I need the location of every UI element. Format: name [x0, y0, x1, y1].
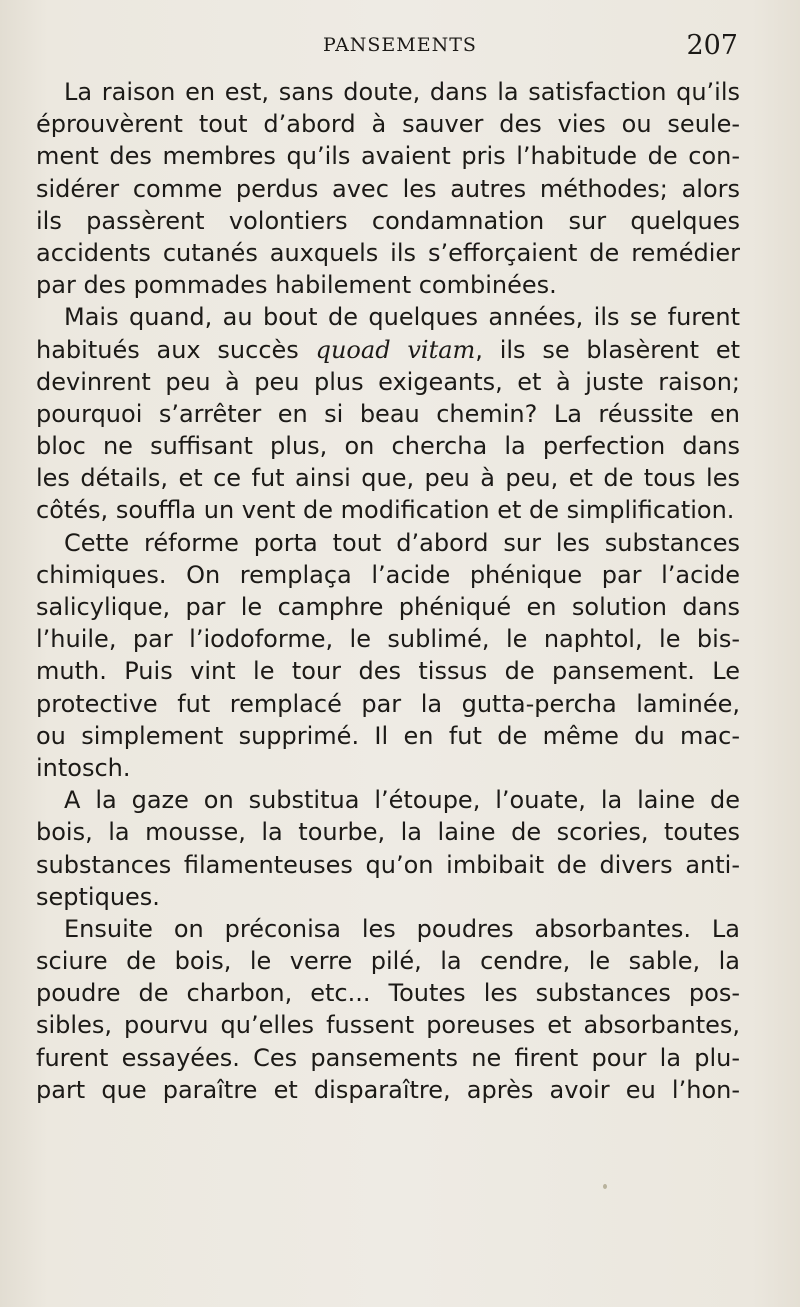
- paper-speck: [603, 1184, 607, 1189]
- latin-phrase: quoad vitam: [315, 335, 476, 364]
- text-line: protective fut remplacé par la gutta-percha laminée,: [36, 689, 740, 718]
- text-line: pourquoi s’arrêter en si beau chemin? La réussite en: [36, 399, 740, 428]
- text-line: bois, la mousse, la tourbe, la laine de scories, toutes: [36, 818, 740, 847]
- text-line: Mais quand, au bout de quelques années, ils se furent: [64, 303, 740, 332]
- running-head: PANSEMENTS: [323, 34, 477, 56]
- text-line: septiques.: [36, 882, 160, 911]
- text-line: sibles, pourvu qu’elles fussent poreuses et absorbantes,: [36, 1011, 740, 1040]
- text-line: A la gaze on substitua l’étoupe, l’ouate, la laine de: [64, 786, 740, 815]
- text-line: accidents cutanés auxquels ils s’efforçaient de remédier: [36, 238, 740, 267]
- text-line: côtés, souffla un vent de modification et de simplification.: [36, 496, 735, 525]
- text-line: chimiques. On remplaça l’acide phénique par l’acide: [36, 560, 740, 589]
- text-line: substances filamenteuses qu’on imbibait de divers anti-: [36, 850, 740, 879]
- text-line: sidérer comme perdus avec les autres méthodes; alors: [36, 174, 740, 203]
- page-number: 207: [686, 30, 738, 61]
- text-line: les détails, et ce fut ainsi que, peu à peu, et de tous les: [36, 464, 740, 493]
- text-line: poudre de charbon, etc... Toutes les substances pos-: [36, 979, 740, 1008]
- text-line: éprouvèrent tout d’abord à sauver des vies ou seule-: [36, 110, 740, 139]
- text-line: La raison en est, sans doute, dans la satisfaction qu’ils: [64, 78, 740, 106]
- text-line: ou simplement supprimé. Il en fut de même du mac-: [36, 721, 740, 750]
- text-line: ment des membres qu’ils avaient pris l’habitude de con-: [36, 142, 740, 171]
- text-line: l’huile, par l’iodoforme, le sublimé, le naphtol, le bis-: [36, 625, 740, 654]
- text-line: furent essayées. Ces pansements ne firent pour la plu-: [36, 1043, 740, 1072]
- text-line: bloc ne suffisant plus, on chercha la perfection dans: [36, 432, 740, 461]
- text-line: salicylique, par le camphre phéniqué en solution dans: [36, 593, 740, 621]
- text-line: par des pommades habilement combinées.: [36, 271, 557, 300]
- text-line: habitués aux succès quoad vitam, ils se blasèrent et: [36, 335, 741, 364]
- text-line: devinrent peu à peu plus exigeants, et à juste raison;: [36, 367, 740, 396]
- text-line: part que paraître et disparaître, après avoir eu l’hon-: [36, 1075, 740, 1104]
- text-line: ils passèrent volontiers condamnation sur quelques: [36, 206, 740, 235]
- page-header: [0, 30, 800, 64]
- text-line: intosch.: [36, 753, 131, 782]
- text-line: Cette réforme porta tout d’abord sur les substances: [64, 528, 740, 557]
- body-text: [36, 76, 740, 1106]
- text-line: Ensuite on préconisa les poudres absorbantes. La: [64, 914, 740, 943]
- text-line: sciure de bois, le verre pilé, la cendre, le sable, la: [36, 947, 740, 976]
- text-line: muth. Puis vint le tour des tissus de pansement. Le: [36, 657, 740, 686]
